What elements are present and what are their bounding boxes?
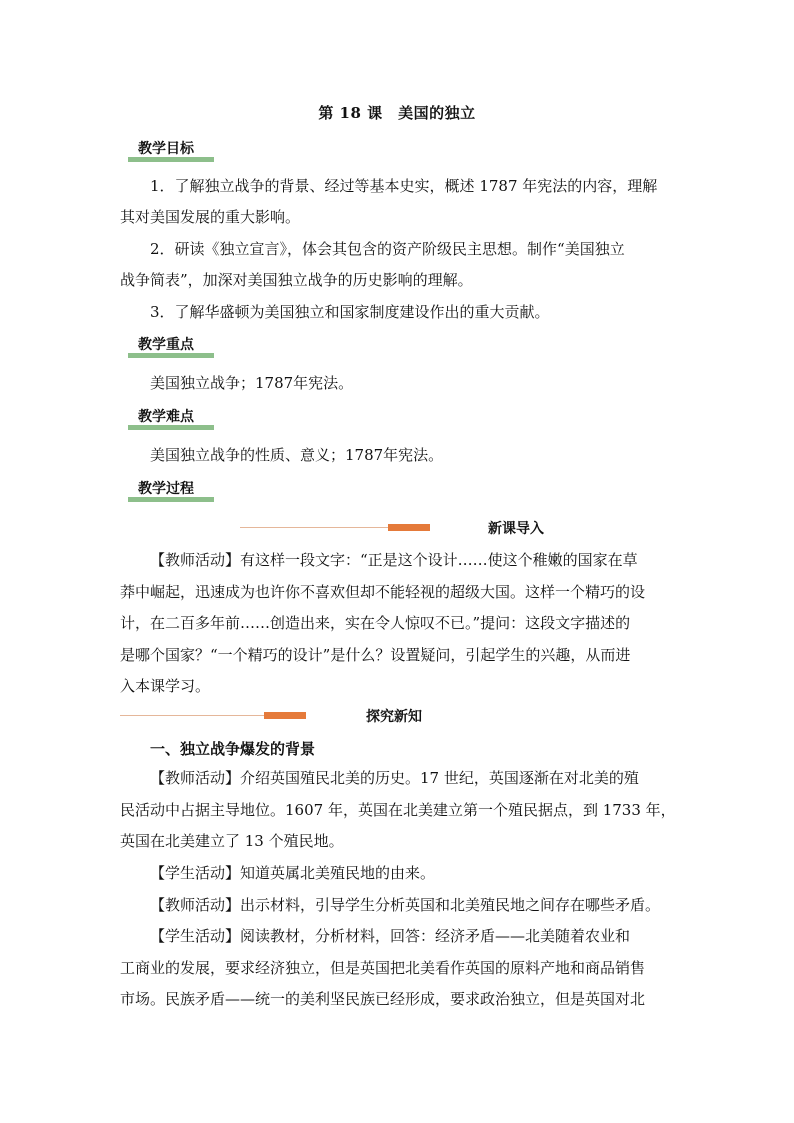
explore-p2: 【学生活动】知道英属北美殖民地的由来。 — [150, 864, 436, 882]
divider-thin-line — [120, 715, 266, 716]
goal-2-line-2: 战争简表”，加深对美国独立战争的历史影响的理解。 — [120, 271, 473, 289]
lesson-title: 第 18 课 美国的独立 — [318, 104, 476, 122]
section-heading-bar — [128, 157, 214, 162]
section-heading-label: 教学难点 — [138, 409, 194, 425]
sub-heading-background: 一、独立战争爆发的背景 — [150, 740, 316, 758]
section-heading-goals — [128, 140, 214, 162]
explore-p1-line: 英国在北美建立了 13 个殖民地。 — [120, 832, 344, 850]
section-heading-key-points — [128, 336, 214, 358]
divider-thin-line — [240, 527, 390, 528]
explore-p4-line: 【学生活动】阅读教材，分析材料，回答：经济矛盾——北美随着农业和 — [150, 927, 631, 945]
goal-1-line-2: 其对美国发展的重大影响。 — [120, 208, 301, 226]
key-points-text: 美国独立战争；1787年宪法。 — [150, 374, 354, 392]
explore-p4-line: 市场。民族矛盾——统一的美利坚民族已经形成，要求政治独立，但是英国对北 — [120, 990, 646, 1008]
section-heading-bar — [128, 497, 214, 502]
section-heading-bar — [128, 353, 214, 358]
section-heading-label: 教学重点 — [138, 337, 194, 353]
explore-p1-line: 民活动中占据主导地位。1607 年，英国在北美建立第一个殖民据点，到 1733 年， — [120, 801, 676, 819]
intro-line: 计，在二百多年前……创造出来，实在令人惊叹不已。”提问：这段文字描述的 — [120, 614, 631, 632]
intro-line: 【教师活动】有这样一段文字：“正是这个设计……使这个稚嫩的国家在草 — [150, 551, 638, 569]
difficulties-text: 美国独立战争的性质、意义；1787年宪法。 — [150, 446, 444, 464]
section-heading-process — [128, 480, 214, 502]
section-heading-label: 教学目标 — [138, 141, 194, 157]
explore-divider — [120, 712, 306, 720]
intro-line: 是哪个国家？“一个精巧的设计”是什么？设置疑问，引起学生的兴趣，从而进 — [120, 646, 631, 664]
intro-heading: 新课导入 — [488, 521, 544, 537]
goal-1-line-1: 1．了解独立战争的背景、经过等基本史实，概述 1787 年宪法的内容，理解 — [150, 177, 658, 195]
intro-line: 莽中崛起，迅速成为也许你不喜欢但却不能轻视的超级大国。这样一个精巧的设 — [120, 583, 646, 601]
divider-thick-line — [264, 712, 306, 719]
section-heading-label: 教学过程 — [138, 481, 194, 497]
section-heading-difficulties — [128, 408, 214, 430]
section-heading-bar — [128, 425, 214, 430]
explore-heading: 探究新知 — [366, 709, 422, 725]
explore-p3: 【教师活动】出示材料，引导学生分析英国和北美殖民地之间存在哪些矛盾。 — [150, 896, 661, 914]
explore-p4-line: 工商业的发展，要求经济独立，但是英国把北美看作英国的原料产地和商品销售 — [120, 959, 646, 977]
intro-divider — [240, 524, 430, 532]
goal-3: 3．了解华盛顿为美国独立和国家制度建设作出的重大贡献。 — [150, 303, 550, 321]
explore-p1-line: 【教师活动】介绍英国殖民北美的历史。17 世纪，英国逐渐在对北美的殖 — [150, 769, 639, 787]
divider-thick-line — [388, 524, 430, 531]
goal-2-line-1: 2．研读《独立宣言》，体会其包含的资产阶级民主思想。制作“美国独立 — [150, 240, 625, 258]
intro-line: 入本课学习。 — [120, 677, 211, 695]
